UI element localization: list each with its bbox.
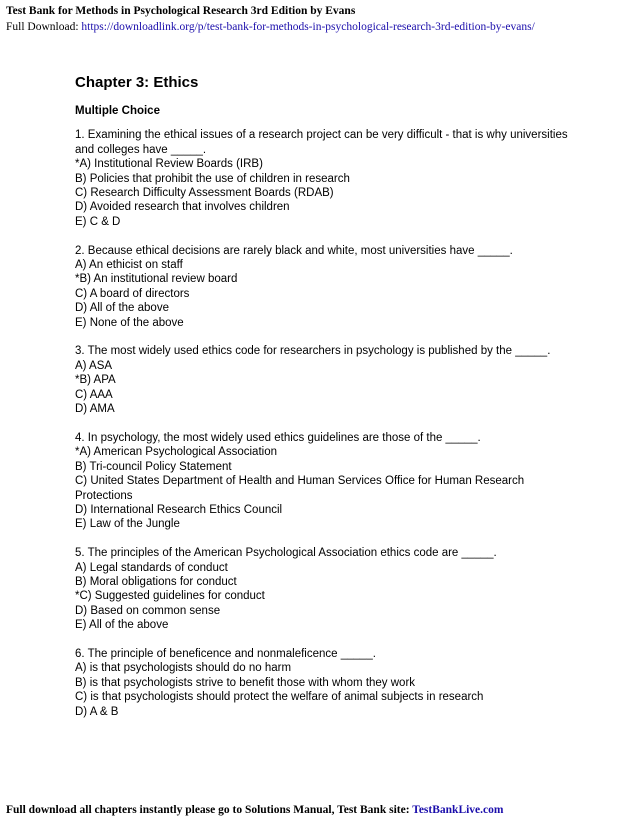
- document-body: [75, 74, 575, 733]
- answer-option: *A) American Psychological Association: [75, 446, 277, 459]
- answer-option: D) Based on common sense: [75, 604, 221, 617]
- question-stem: 5. The principles of the American Psychological Association ethics code are _____.: [75, 547, 497, 560]
- answer-option: C) Research Difficulty Assessment Boards (RDAB): [75, 187, 334, 200]
- answer-option: A) is that psychologists should do no harm: [75, 662, 292, 675]
- question-stem: 3. The most widely used ethics code for researchers in psychology is published by the _____.: [75, 345, 551, 358]
- download-link[interactable]: https://downloadlink.org/p/test-bank-for-methods-in-psychological-research-3rd-edition-by-evans/: [81, 21, 535, 33]
- footer-text: Full download all chapters instantly please go to Solutions Manual, Test Bank site:: [6, 804, 413, 816]
- chapter-title: Chapter 3: Ethics: [75, 74, 199, 91]
- question-3: [75, 344, 575, 416]
- question-2: [75, 244, 575, 330]
- page-footer: [6, 804, 503, 816]
- answer-option: C) A board of directors: [75, 287, 190, 300]
- answer-option: *B) An institutional review board: [75, 273, 238, 286]
- answer-option: D) A & B: [75, 705, 119, 718]
- answer-option: C) AAA: [75, 388, 113, 401]
- answer-option: *B) APA: [75, 374, 116, 387]
- question-stem: 1. Examining the ethical issues of a research project can be very difficult - that is why universities and colleges have _____.: [75, 129, 568, 156]
- question-stem: 6. The principle of beneficence and nonmaleficence _____.: [75, 647, 376, 660]
- answer-option: A) Legal standards of conduct: [75, 561, 228, 574]
- download-label: Full Download:: [6, 21, 82, 33]
- answer-option: D) AMA: [75, 403, 115, 416]
- answer-option: C) is that psychologists should protect the welfare of animal subjects in research: [75, 691, 484, 704]
- answer-option: E) All of the above: [75, 619, 169, 632]
- answer-option: A) ASA: [75, 359, 113, 372]
- answer-option: B) Moral obligations for conduct: [75, 575, 237, 588]
- page-header: [6, 3, 632, 35]
- question-1: [75, 128, 575, 229]
- answer-option: C) United States Department of Health and Human Services Office for Human Research Protections: [75, 475, 525, 502]
- answer-option: *C) Suggested guidelines for conduct: [75, 590, 265, 603]
- answer-option: D) Avoided research that involves children: [75, 201, 290, 214]
- answer-option: B) Policies that prohibit the use of children in research: [75, 172, 350, 185]
- answer-option: D) International Research Ethics Council: [75, 503, 283, 516]
- section-title: Multiple Choice: [75, 105, 160, 117]
- answer-option: E) None of the above: [75, 316, 184, 329]
- answer-option: A) An ethicist on staff: [75, 259, 183, 272]
- answer-option: B) Tri-council Policy Statement: [75, 460, 232, 473]
- answer-option: E) Law of the Jungle: [75, 518, 180, 531]
- question-stem: 2. Because ethical decisions are rarely black and white, most universities have _____.: [75, 244, 513, 257]
- download-line: [6, 19, 632, 35]
- answer-option: B) is that psychologists strive to benefit those with whom they work: [75, 676, 416, 689]
- answer-option: *A) Institutional Review Boards (IRB): [75, 158, 263, 171]
- question-stem: 4. In psychology, the most widely used ethics guidelines are those of the _____.: [75, 431, 481, 444]
- question-5: [75, 546, 575, 632]
- document-title: Test Bank for Methods in Psychological Research 3rd Edition by Evans: [6, 5, 356, 17]
- answer-option: D) All of the above: [75, 302, 169, 315]
- footer-site-link[interactable]: TestBankLive.com: [412, 804, 504, 816]
- question-6: [75, 647, 575, 719]
- answer-option: E) C & D: [75, 215, 121, 228]
- question-4: [75, 431, 575, 532]
